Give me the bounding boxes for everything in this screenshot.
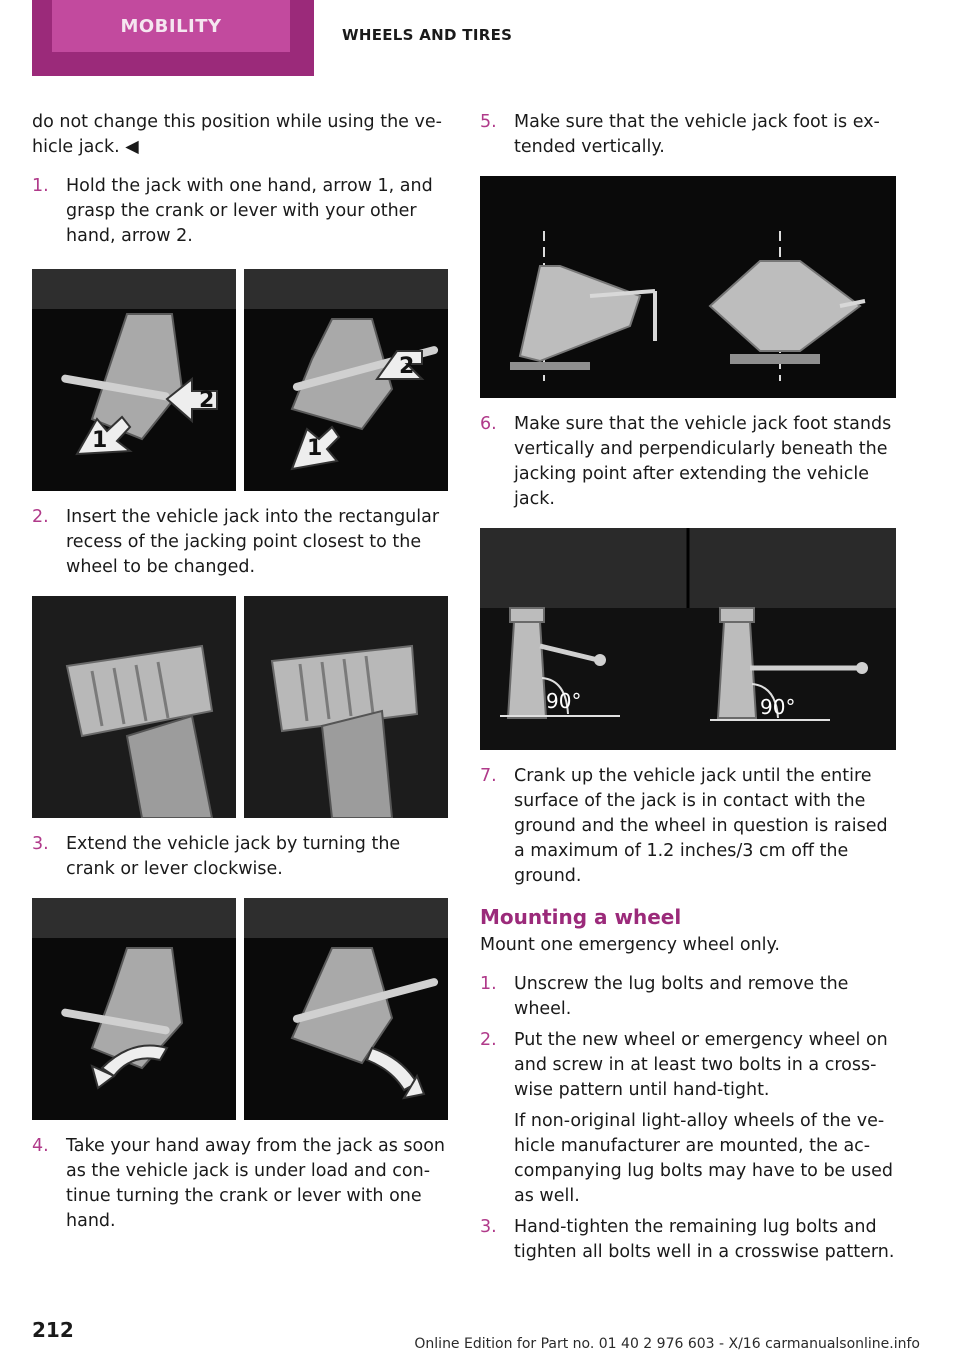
figure-extend-jack [32, 898, 448, 1120]
section-title: WHEELS AND TIRES [342, 26, 513, 44]
step-3 [32, 832, 448, 882]
step-text: Take your hand away from the jack as soon as the vehicle jack is under load and con‐ tinue turning the crank or lever with one hand. [66, 1136, 446, 1231]
step-text: Crank up the vehicle jack until the entire surface of the jack is in contact with the ground and the wheel in question is raised a maximum of 1.2 inches/3 cm off the ground. [514, 766, 888, 886]
step-number: 1. [32, 176, 49, 196]
step-text: Put the new wheel or emergency wheel on and screw in at least two bolts in a cross‐ wise pattern until hand-tight. [514, 1030, 888, 1100]
step-5 [480, 110, 896, 160]
step-text: Extend the vehicle jack by turning the crank or lever clockwise. [66, 834, 401, 879]
fig1-label-2a: 2 [199, 388, 215, 413]
angle-label-right: 90° [760, 695, 796, 719]
jack-vertical-illustration [480, 176, 896, 398]
step-text: Unscrew the lug bolts and remove the wheel. [514, 974, 849, 1019]
fig1-label-1a: 1 [92, 428, 108, 453]
section-heading-mounting-wheel: Mounting a wheel [480, 905, 682, 929]
step-7 [480, 764, 896, 889]
step-number: 1. [480, 974, 497, 994]
page-number: 212 [32, 1318, 74, 1342]
step-number: 5. [480, 112, 497, 132]
right-column [480, 110, 896, 1265]
mount-note: If non-original light-alloy wheels of the ve‐ hicle manufacturer are mounted, the ac‐ companying lug bolts may have to be used as well. [514, 1111, 893, 1206]
step-text: Make sure that the vehicle jack foot is ex‐ tended vertically. [514, 112, 880, 157]
step-1 [32, 174, 448, 249]
figure-divider [236, 898, 244, 1120]
jack-perpendicular-illustration [480, 528, 896, 750]
step-2 [32, 505, 448, 580]
figure-divider [236, 596, 244, 818]
step-6 [480, 412, 896, 512]
step-text: Hand-tighten the remaining lug bolts and tighten all bolts well in a crosswise pattern. [514, 1217, 895, 1262]
step-number: 3. [480, 1217, 497, 1237]
mount-intro: Mount one emergency wheel only. [480, 935, 780, 955]
step-4 [32, 1134, 448, 1234]
fig1-label-2b: 2 [399, 354, 415, 379]
mount-step-3 [480, 1215, 896, 1265]
angle-label-left: 90° [546, 689, 582, 713]
figure-jack-perpendicular [480, 528, 896, 750]
fig1-label-1b: 1 [307, 436, 323, 461]
step-number: 3. [32, 834, 49, 854]
step-number: 6. [480, 414, 497, 434]
left-column [32, 110, 448, 1234]
step-text: Make sure that the vehicle jack foot stands vertically and perpendicularly beneath the jacking point after extending the vehicle jack. [514, 414, 892, 509]
figure-insert-jack [32, 596, 448, 818]
figure-divider [236, 269, 244, 491]
figure-hold-jack [32, 269, 448, 491]
step-number: 2. [480, 1030, 497, 1050]
step-number: 4. [32, 1136, 49, 1156]
step-number: 2. [32, 507, 49, 527]
step-number: 7. [480, 766, 497, 786]
figure-jack-foot-vertical [480, 176, 896, 398]
site-watermark: Online Edition for Part no. 01 40 2 976 603 - X/16 carmanualsonline.info [414, 1336, 920, 1352]
mount-step-1 [480, 972, 896, 1022]
chapter-tab-label: MOBILITY [52, 0, 290, 52]
intro-text: do not change this position while using the ve‐ hicle jack. ◀ [32, 112, 442, 157]
step-text: Hold the jack with one hand, arrow 1, and grasp the crank or lever with your other hand, arrow 2. [66, 176, 433, 246]
mount-step-2 [480, 1028, 896, 1103]
step-text: Insert the vehicle jack into the rectangular recess of the jacking point closest to the wheel to be changed. [66, 507, 440, 577]
page-header [0, 0, 960, 76]
